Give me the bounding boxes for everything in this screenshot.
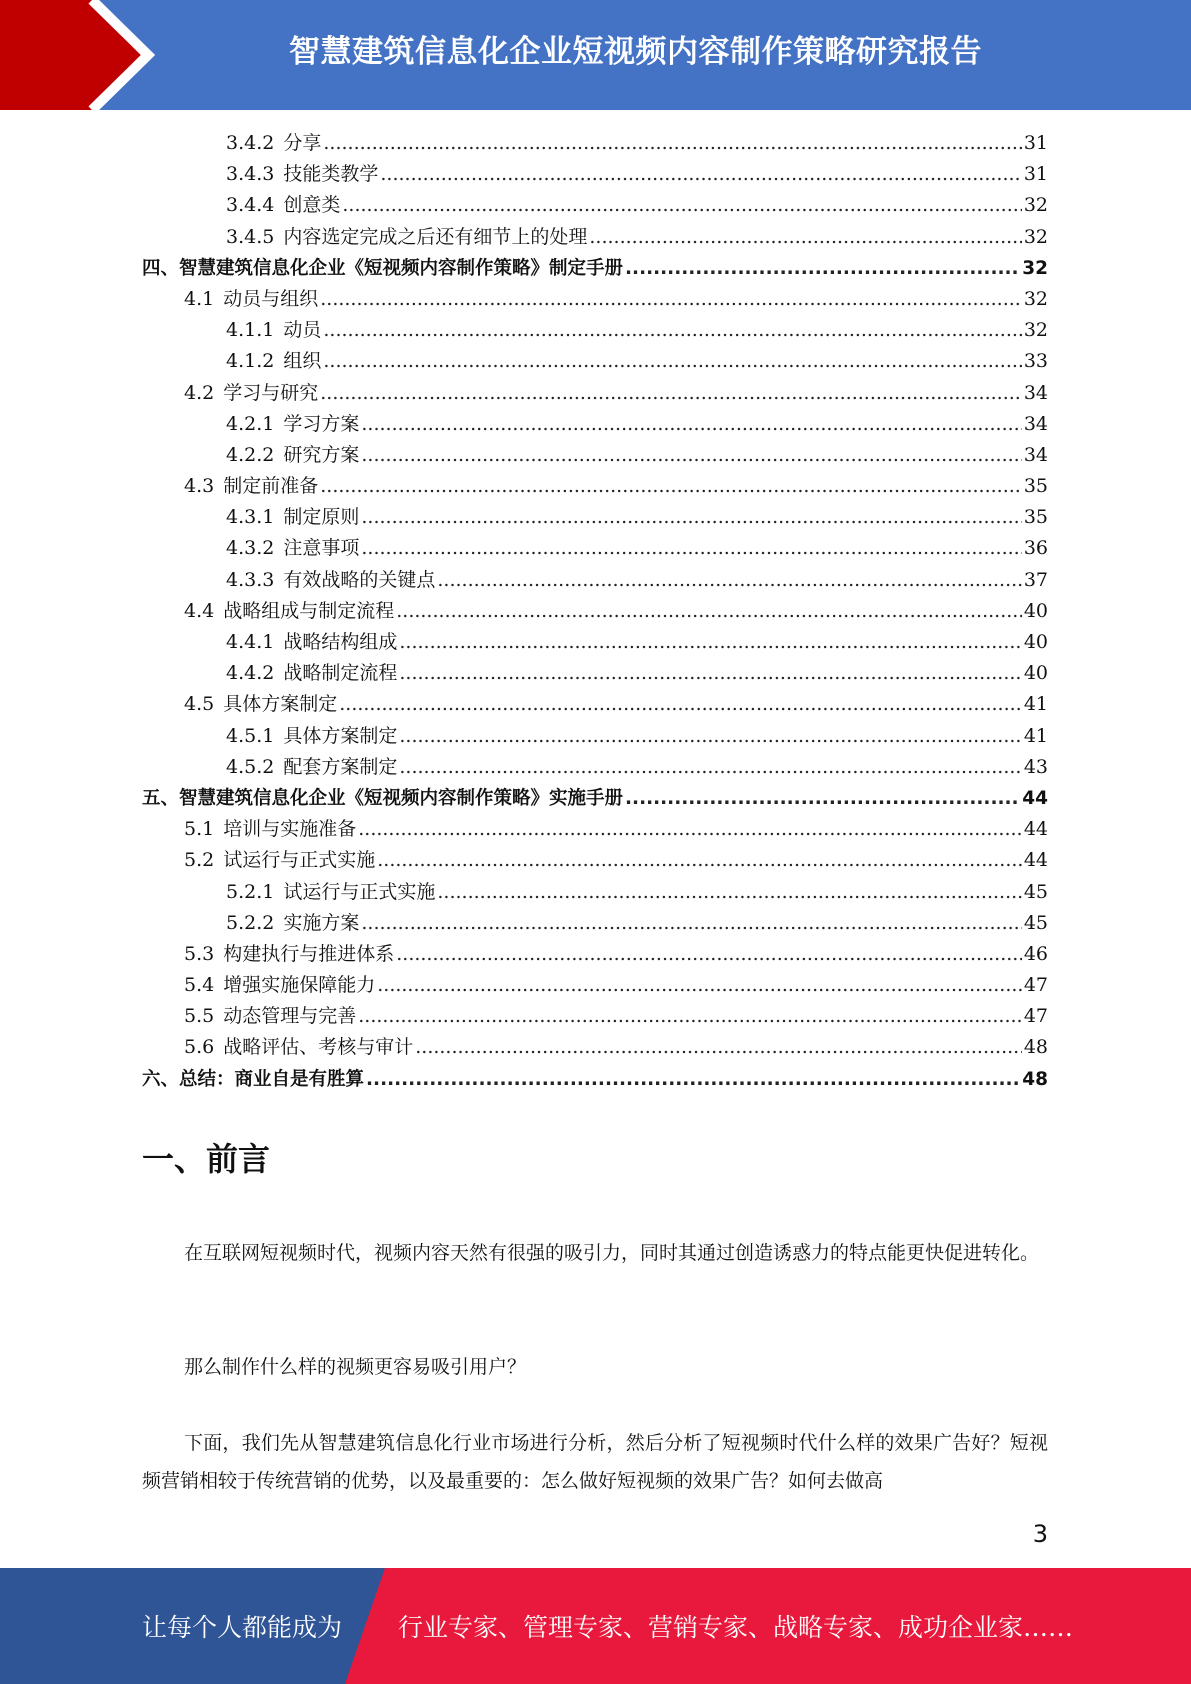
toc-dot-leader	[361, 409, 1021, 440]
toc-entry-page: 32	[1023, 287, 1048, 310]
toc-entry-page: 34	[1023, 412, 1048, 435]
toc-entry[interactable]	[142, 721, 1048, 752]
toc-dot-leader	[361, 533, 1021, 564]
toc-dot-leader	[380, 159, 1021, 190]
toc-entry-page: 40	[1023, 599, 1048, 622]
toc-entry-page: 32	[1022, 257, 1048, 279]
toc-entry-page: 32	[1023, 319, 1048, 342]
toc-entry-title: 具体方案制定	[223, 693, 338, 716]
toc-entry[interactable]	[142, 658, 1048, 689]
toc-entry-title: 增强实施保障能力	[223, 974, 376, 997]
toc-entry-page: 48	[1023, 1036, 1048, 1059]
page-footer	[0, 1568, 1191, 1684]
toc-entry-number: 3.4.3	[226, 163, 275, 186]
toc-entry-number: 4.3	[184, 475, 215, 498]
toc-entry[interactable]	[142, 315, 1048, 346]
toc-dot-leader	[437, 877, 1021, 908]
toc-entry-number: 4.1.2	[226, 350, 275, 373]
toc-entry[interactable]	[142, 627, 1048, 658]
toc-entry-number: 4.3.1	[226, 506, 275, 529]
toc-entry-page: 48	[1022, 1068, 1048, 1090]
toc-dot-leader	[320, 471, 1022, 502]
toc-dot-leader	[625, 253, 1020, 284]
toc-entry[interactable]	[142, 502, 1048, 533]
toc-entry[interactable]	[142, 908, 1048, 939]
toc-entry[interactable]	[142, 190, 1048, 221]
toc-dot-leader	[342, 190, 1021, 221]
toc-entry[interactable]	[142, 1032, 1048, 1063]
toc-entry-page: 35	[1023, 506, 1048, 529]
toc-entry-number: 5.1	[184, 818, 215, 841]
toc-entry-number: 4.5	[184, 693, 215, 716]
toc-dot-leader	[396, 596, 1022, 627]
footer-slogan-left: 让每个人都能成为	[142, 1613, 343, 1642]
toc-dot-leader	[366, 1064, 1020, 1095]
toc-entry-title: 注意事项	[283, 537, 360, 560]
toc-entry-title: 试运行与正式实施	[223, 849, 376, 872]
toc-entry[interactable]	[142, 689, 1048, 720]
toc-entry-number: 4.5.1	[226, 724, 275, 747]
toc-entry-title: 制定原则	[283, 506, 360, 529]
toc-dot-leader	[625, 783, 1020, 814]
toc-entry-page: 46	[1023, 942, 1048, 965]
toc-entry-number: 3.4.5	[226, 225, 275, 248]
toc-entry-number: 4.1.1	[226, 319, 275, 342]
toc-entry-title: 学习与研究	[223, 381, 319, 404]
toc-entry-title: 试运行与正式实施	[283, 880, 436, 903]
toc-entry-title: 制定前准备	[223, 475, 319, 498]
toc-entry-page: 35	[1023, 475, 1048, 498]
toc-entry[interactable]	[142, 533, 1048, 564]
paragraph-1: 在互联网短视频时代，视频内容天然有很强的吸引力，同时其通过创造诱惑力的特点能更快促进转化。	[184, 1242, 1040, 1264]
toc-entry-page: 44	[1023, 849, 1048, 872]
toc-entry[interactable]	[142, 877, 1048, 908]
toc-dot-leader	[437, 565, 1021, 596]
toc-dot-leader	[323, 128, 1021, 159]
page-header	[0, 0, 1191, 110]
toc-entry-page: 47	[1023, 1005, 1048, 1028]
toc-entry-page: 44	[1023, 818, 1048, 841]
section-heading: 一、前言	[142, 1140, 271, 1178]
toc-dot-leader	[399, 627, 1021, 658]
toc-entry-title: 具体方案制定	[283, 724, 398, 747]
toc-entry-page: 40	[1023, 662, 1048, 685]
toc-entry[interactable]	[142, 814, 1048, 845]
toc-entry-page: 43	[1023, 755, 1048, 778]
toc-entry-number: 4.4.1	[226, 631, 275, 653]
toc-entry[interactable]	[142, 128, 1048, 159]
toc-entry[interactable]	[142, 596, 1048, 627]
toc-entry-title: 构建执行与推进体系	[223, 942, 395, 965]
toc-entry-page: 33	[1023, 350, 1048, 373]
toc-entry-number: 3.4.4	[226, 194, 275, 217]
toc-entry-number: 5.2.1	[226, 880, 275, 903]
toc-entry-title: 战略评估、考核与审计	[223, 1036, 414, 1059]
toc-entry-number: 5.2	[184, 849, 215, 872]
toc-entry-number: 4.2	[184, 381, 215, 404]
toc-entry[interactable]	[142, 783, 1048, 814]
toc-dot-leader	[415, 1032, 1022, 1063]
toc-entry[interactable]	[142, 845, 1048, 876]
toc-entry-title: 培训与实施准备	[223, 818, 357, 841]
toc-entry-title: 实施方案	[283, 911, 360, 934]
toc-entry-title: 组织	[283, 350, 322, 373]
toc-dot-leader	[377, 970, 1022, 1001]
toc-entry-number: 4.4	[184, 599, 215, 622]
toc-entry-title: 配套方案制定	[283, 755, 398, 778]
toc-entry-title: 内容选定完成之后还有细节上的处理	[283, 225, 588, 248]
toc-entry-page: 40	[1023, 631, 1048, 653]
toc-entry-page: 44	[1022, 787, 1048, 809]
toc-dot-leader	[399, 721, 1021, 752]
toc-dot-leader	[358, 1001, 1022, 1032]
toc-dot-leader	[320, 284, 1022, 315]
toc-entry[interactable]	[142, 1001, 1048, 1032]
toc-dot-leader	[358, 814, 1022, 845]
toc-entry-page: 34	[1023, 381, 1048, 404]
toc-entry-page: 32	[1023, 225, 1048, 248]
table-of-contents	[142, 128, 1048, 1095]
toc-entry-title: 五、智慧建筑信息化企业《短视频内容制作策略》实施手册	[142, 787, 624, 809]
toc-dot-leader	[589, 222, 1021, 253]
toc-dot-leader	[377, 845, 1022, 876]
toc-entry-number: 4.5.2	[226, 755, 275, 778]
toc-entry[interactable]	[142, 471, 1048, 502]
toc-entry[interactable]	[142, 440, 1048, 471]
toc-entry-page: 47	[1023, 974, 1048, 997]
paragraph-3: 下面，我们先从智慧建筑信息化行业市场进行分析，然后分析了短视频时代什么样的效果广告好？短视频营销相较于传统营销的优势，以及最重要的：怎么做好短视频的效果广告？如何去做高	[142, 1432, 1048, 1492]
toc-entry-title: 有效战略的关键点	[283, 568, 436, 591]
toc-entry-title: 战略组成与制定流程	[223, 599, 395, 622]
toc-entry[interactable]	[142, 752, 1048, 783]
page-number: 3	[1032, 1520, 1048, 1548]
toc-entry[interactable]	[142, 346, 1048, 377]
toc-entry-number: 5.4	[184, 974, 215, 997]
toc-dot-leader	[323, 315, 1021, 346]
report-title: 智慧建筑信息化企业短视频内容制作策略研究报告	[289, 34, 982, 70]
toc-entry-title: 战略结构组成	[283, 631, 398, 653]
toc-entry-page: 31	[1023, 132, 1048, 154]
toc-entry[interactable]	[142, 409, 1048, 440]
toc-dot-leader	[361, 440, 1021, 471]
toc-entry-title: 动员与组织	[223, 287, 319, 310]
toc-entry-number: 4.3.3	[226, 568, 275, 591]
toc-entry-title: 研究方案	[283, 443, 360, 466]
toc-entry[interactable]	[142, 378, 1048, 409]
toc-dot-leader	[339, 689, 1022, 720]
footer-slogan-right: 行业专家、管理专家、营销专家、战略专家、成功企业家……	[398, 1613, 1074, 1642]
toc-entry[interactable]	[142, 222, 1048, 253]
toc-entry-page: 32	[1023, 194, 1048, 217]
toc-entry-title: 四、智慧建筑信息化企业《短视频内容制作策略》制定手册	[142, 257, 624, 279]
toc-dot-leader	[396, 939, 1022, 970]
toc-entry-title: 学习方案	[283, 412, 360, 435]
toc-entry[interactable]	[142, 939, 1048, 970]
toc-dot-leader	[361, 502, 1021, 533]
toc-entry-page: 36	[1023, 537, 1048, 560]
toc-entry-number: 4.1	[184, 287, 215, 310]
toc-entry-page: 37	[1023, 568, 1048, 591]
toc-dot-leader	[361, 908, 1021, 939]
toc-entry-page: 45	[1023, 911, 1048, 934]
toc-entry-number: 4.4.2	[226, 662, 275, 685]
toc-entry[interactable]	[142, 159, 1048, 190]
toc-dot-leader	[323, 346, 1021, 377]
toc-entry-number: 5.5	[184, 1005, 215, 1028]
toc-entry-number: 4.3.2	[226, 537, 275, 560]
toc-entry-title: 创意类	[283, 194, 341, 217]
toc-entry[interactable]	[142, 565, 1048, 596]
toc-entry-title: 战略制定流程	[283, 662, 398, 685]
toc-entry-number: 5.3	[184, 942, 215, 965]
toc-entry-number: 4.2.2	[226, 443, 275, 466]
paragraph-2: 那么制作什么样的视频更容易吸引用户？	[184, 1356, 527, 1378]
toc-dot-leader	[320, 378, 1022, 409]
toc-entry[interactable]	[142, 1064, 1048, 1095]
toc-entry-page: 41	[1023, 724, 1048, 747]
toc-entry-title: 技能类教学	[283, 163, 379, 186]
toc-entry-title: 分享	[283, 132, 322, 154]
toc-entry-page: 45	[1023, 880, 1048, 903]
toc-entry[interactable]	[142, 253, 1048, 284]
toc-entry-number: 4.2.1	[226, 412, 275, 435]
toc-entry-title: 动员	[283, 319, 322, 342]
toc-dot-leader	[399, 752, 1021, 783]
toc-dot-leader	[399, 658, 1021, 689]
toc-entry[interactable]	[142, 970, 1048, 1001]
toc-entry[interactable]	[142, 284, 1048, 315]
toc-entry-title: 六、总结：商业自是有胜算	[142, 1068, 365, 1090]
toc-entry-page: 31	[1023, 163, 1048, 186]
toc-entry-page: 41	[1023, 693, 1048, 716]
toc-entry-page: 34	[1023, 443, 1048, 466]
toc-entry-number: 5.6	[184, 1036, 215, 1059]
toc-entry-number: 5.2.2	[226, 911, 275, 934]
toc-entry-title: 动态管理与完善	[223, 1005, 357, 1028]
toc-entry-number: 3.4.2	[226, 132, 275, 154]
